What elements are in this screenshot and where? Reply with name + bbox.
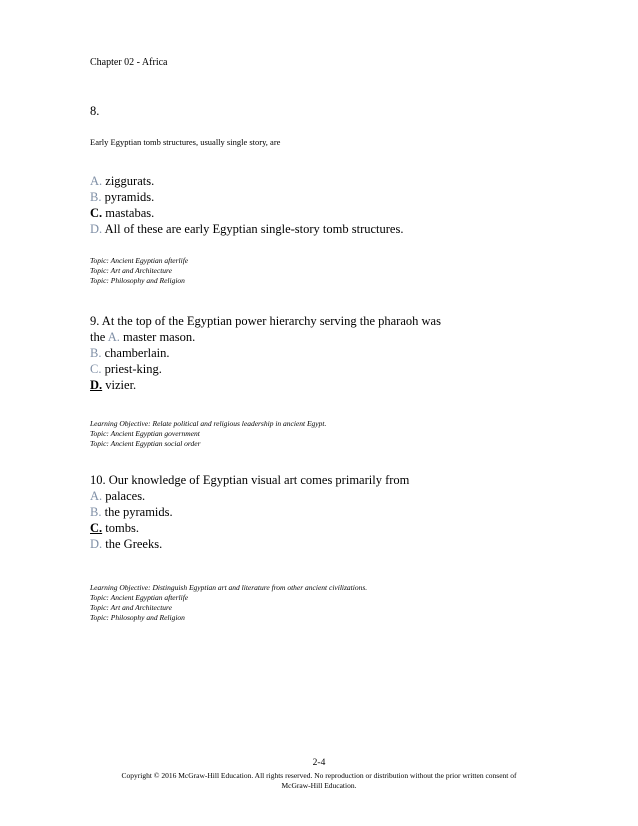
meta-line: Topic: Art and Architecture	[90, 266, 173, 275]
meta-line: Learning Objective: Relate political and religious leadership in ancient Egypt.	[90, 419, 327, 428]
question-10-options	[90, 488, 173, 552]
option-b: B. the pyramids.	[90, 505, 173, 519]
meta-line: Topic: Ancient Egyptian government	[90, 429, 200, 438]
option-d-correct: D. vizier.	[90, 378, 137, 392]
question-9-meta	[90, 419, 326, 449]
question-8-meta	[90, 256, 188, 286]
option-c-correct: C. mastabas.	[90, 206, 155, 220]
option-d: D. All of these are early Egyptian single-story tomb structures.	[90, 222, 404, 236]
question-8-text: Early Egyptian tomb structures, usually single story, are	[90, 137, 281, 147]
meta-line: Topic: Ancient Egyptian afterlife	[90, 256, 189, 265]
option-d: D. the Greeks.	[90, 537, 163, 551]
meta-line: Topic: Art and Architecture	[90, 603, 173, 612]
question-10-text: 10. Our knowledge of Egyptian visual art comes primarily from	[90, 473, 410, 487]
question-9-text: 9. At the top of the Egyptian power hierarchy serving the pharaoh was the A. master mason.	[90, 314, 441, 344]
option-b: B. pyramids.	[90, 190, 155, 204]
option-b: B. chamberlain.	[90, 346, 170, 360]
chapter-header: Chapter 02 - Africa	[90, 57, 168, 68]
meta-line: Learning Objective: Distinguish Egyptian art and literature from other ancient civilizations.	[90, 583, 368, 592]
page-number: 2-4	[312, 758, 326, 768]
meta-line: Topic: Ancient Egyptian social order	[90, 439, 201, 448]
question-9-options	[90, 345, 170, 393]
option-a: A. palaces.	[90, 489, 146, 503]
question-8-number: 8.	[90, 104, 100, 118]
question-8-options	[90, 173, 403, 237]
meta-line: Topic: Philosophy and Religion	[90, 276, 185, 285]
copyright-notice: Copyright © 2016 McGraw-Hill Education. All rights reserved. No reproduction or distribution without the prior written consent of McGraw-Hill Education.	[121, 771, 517, 790]
option-c-correct: C. tombs.	[90, 521, 139, 535]
option-c: C. priest-king.	[90, 362, 162, 376]
meta-line: Topic: Ancient Egyptian afterlife	[90, 593, 189, 602]
option-a: A. ziggurats.	[90, 174, 155, 188]
meta-line: Topic: Philosophy and Religion	[90, 613, 185, 622]
question-10-meta	[90, 583, 367, 623]
